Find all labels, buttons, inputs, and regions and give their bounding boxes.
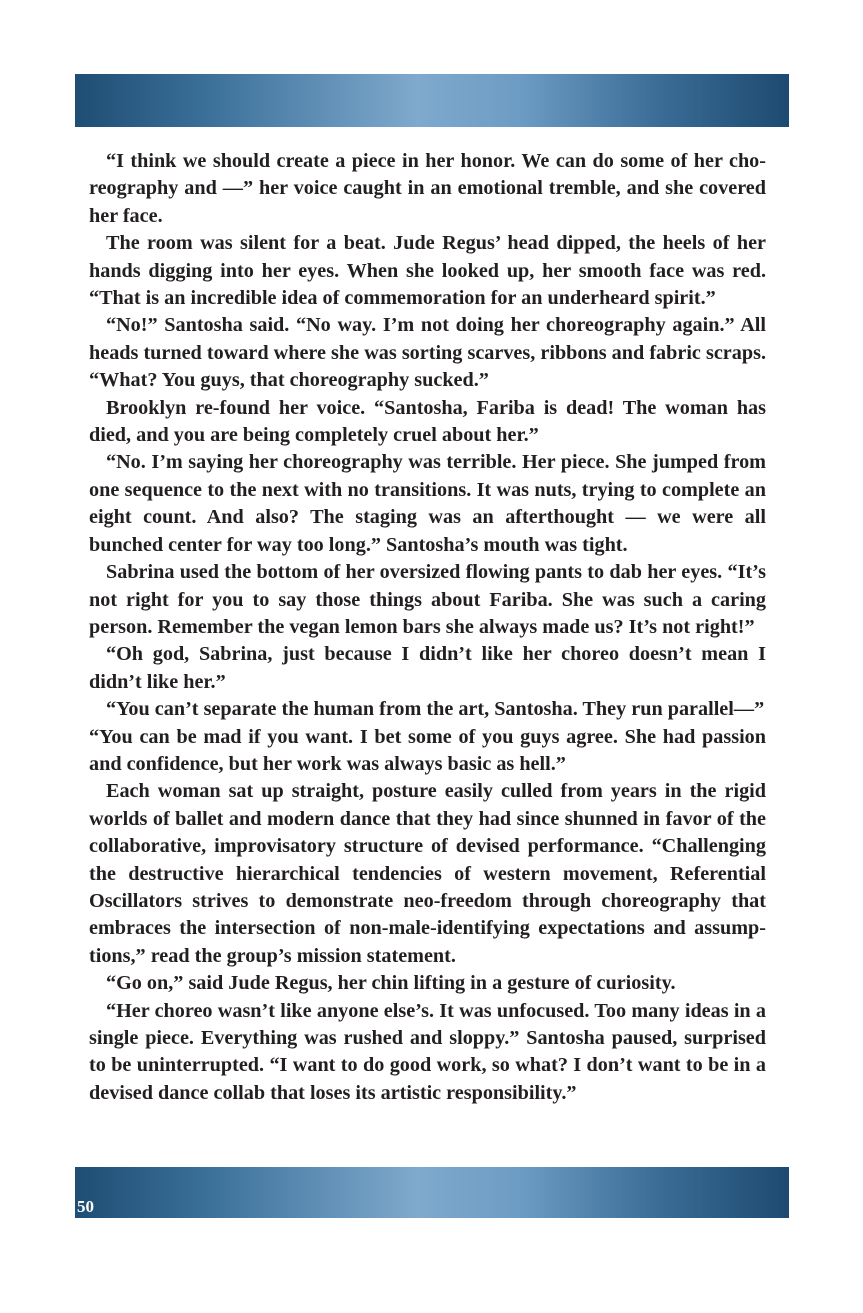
paragraph: “You can’t separate the human from the art, Santosha. They run parallel—” xyxy=(106,698,765,721)
paragraph: Each woman sat up straight, posture easily culled from years in the rigid worlds of ballet and modern dance that they had since shunned in favor of the collaborative, improvisatory structure of devised performance. “Challenging the destructive hierarchical tendencies of western movement, Referential Oscillators strives to demonstrate neo-freedom through choreography that embraces the intersection of non-male-identifying expectations and assumptions,” read the group’s mission statement. xyxy=(89,780,766,967)
paragraph: Sabrina used the bottom of her oversized flowing pants to dab her eyes. “It’s not right for you to say those things about Fariba. She was such a caring person. Remember the vegan lemon bars she always made us? It’s not right!” xyxy=(89,561,766,638)
paragraph: “Oh god, Sabrina, just because I didn’t like her choreo doesn’t mean I didn’t like her.” xyxy=(89,643,766,693)
page-number: 50 xyxy=(77,1197,94,1216)
paragraph: Brooklyn re-found her voice. “Santosha, Fariba is dead! The woman has died, and you are being completely cruel about her.” xyxy=(89,396,766,447)
paragraph: “Go on,” said Jude Regus, her chin lifting in a gesture of curiosity. xyxy=(106,972,676,995)
paragraph: “No. I’m saying her choreography was terrible. Her piece. She jumped from one sequence to the next with no transitions. It was nuts, trying to complete an eight count. And also? The staging was an afterthought — we were all bunched center for way too long.” Santosha’s mouth was tight. xyxy=(89,451,766,556)
paragraph: “Her choreo wasn’t like anyone else’s. It was unfocused. Too many ideas in a single piece. Everything was rushed and sloppy.” Santosha paused, surprised to be uninterrupted. “I want to do good work, so what? I don’t want to be in a devised dance collab that loses its artistic responsibility.” xyxy=(89,999,766,1104)
body-text xyxy=(89,148,766,1107)
header-band xyxy=(75,74,789,127)
paragraph: “No!” Santosha said. “No way. I’m not doing her choreography again.” All heads turned toward where she was sorting scarves, ribbons and fabric scraps. “What? You guys, that choreography sucked.” xyxy=(89,314,766,392)
footer-band xyxy=(75,1167,789,1218)
paragraph: The room was silent for a beat. Jude Regus’ head dipped, the heels of her hands digging into her eyes. When she looked up, her smooth face was red. “That is an incredible idea of commemoration for an underheard spirit.” xyxy=(89,232,766,310)
paragraph: “You can be mad if you want. I bet some of you guys agree. She had passion and confidence, but her work was always basic as hell.” xyxy=(89,725,766,775)
paragraph: “I think we should create a piece in her honor. We can do some of her choreography and —” her voice caught in an emotional tremble, and she covered her face. xyxy=(89,150,766,227)
